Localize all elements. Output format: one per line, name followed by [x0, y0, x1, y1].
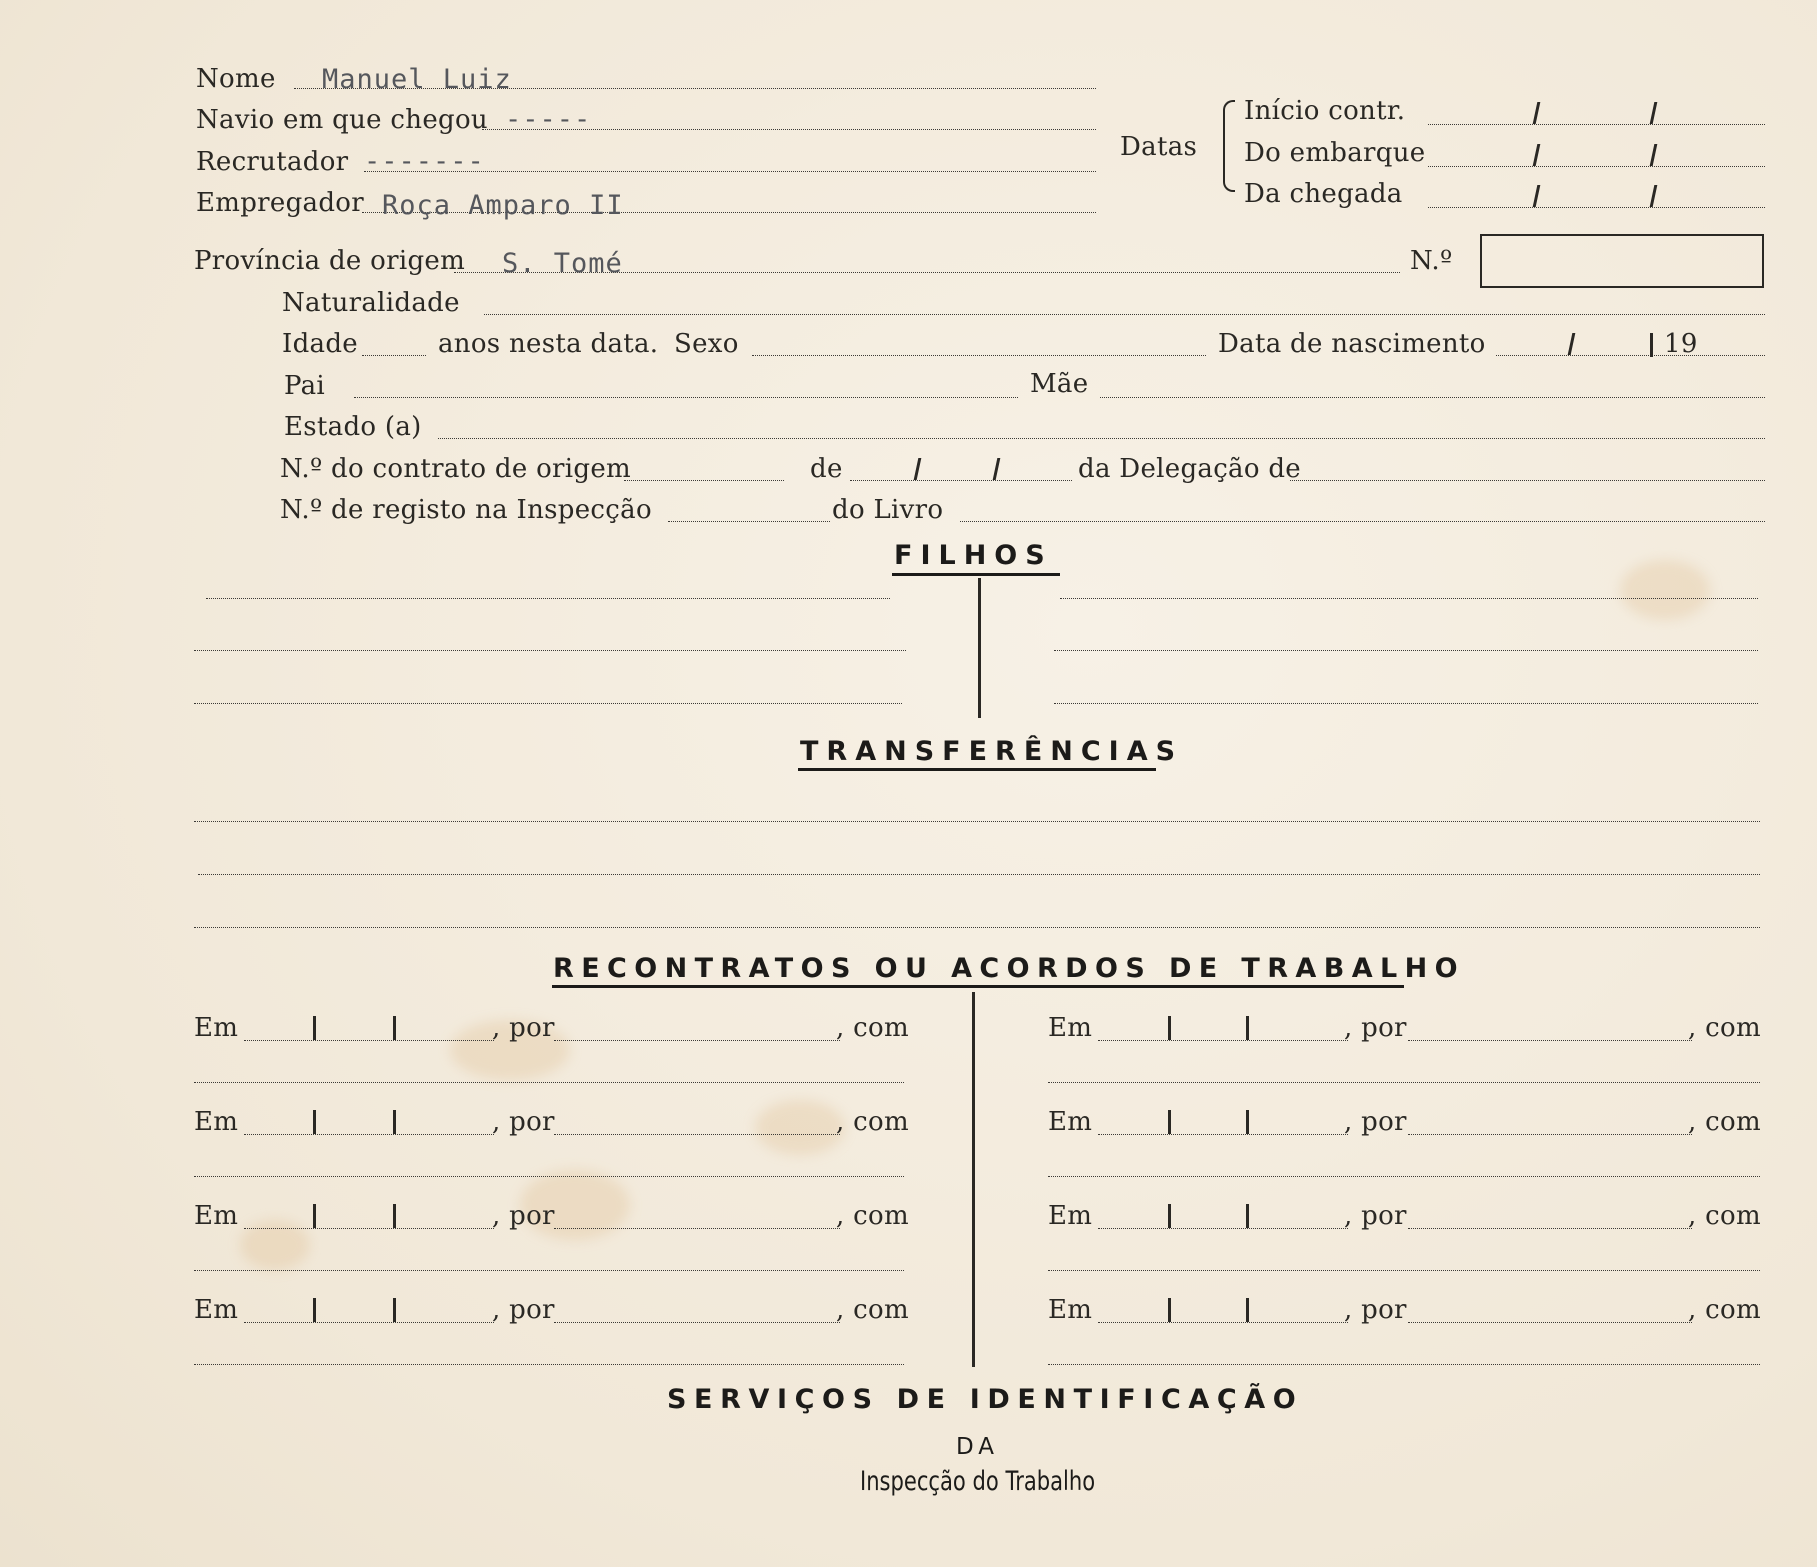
date-separator	[1246, 1110, 1249, 1134]
row-line	[194, 1364, 904, 1365]
mae-label: Mãe	[1030, 369, 1089, 399]
por-line	[1408, 1228, 1692, 1229]
em-date-line	[244, 1040, 494, 1041]
row-line	[1048, 1176, 1760, 1177]
por-line	[554, 1322, 840, 1323]
registo-label: N.º de registo na Inspecção	[280, 495, 652, 525]
idade-line	[362, 355, 426, 356]
date-slash	[1650, 102, 1657, 124]
date-separator	[313, 1016, 316, 1040]
row-line	[194, 1082, 904, 1083]
empregador-label: Empregador	[196, 188, 364, 218]
date-separator	[393, 1204, 396, 1228]
filhos-line-left	[194, 650, 906, 651]
date-separator	[1650, 333, 1653, 357]
inicio-label: Início contr.	[1244, 96, 1406, 126]
estado-line	[438, 438, 1765, 439]
filhos-heading: FILHOS	[894, 540, 1053, 571]
por-label: , por	[492, 1201, 555, 1231]
em-date-line	[1098, 1040, 1348, 1041]
em-label: Em	[194, 1013, 239, 1043]
contrato-label: N.º do contrato de origem	[280, 454, 631, 484]
em-label: Em	[1048, 1201, 1093, 1231]
date-separator	[313, 1204, 316, 1228]
por-label: , por	[1344, 1295, 1407, 1325]
pai-line	[354, 397, 1018, 398]
em-label: Em	[194, 1107, 239, 1137]
navio-label: Navio em que chegou	[196, 105, 488, 135]
datas-label: Datas	[1120, 132, 1198, 162]
empregador-value: Roça Amparo II	[382, 190, 624, 221]
date-separator	[1246, 1016, 1249, 1040]
em-label: Em	[1048, 1013, 1093, 1043]
livro-line	[960, 521, 1765, 522]
row-line	[1048, 1364, 1760, 1365]
filhos-divider	[978, 578, 981, 718]
chegada-line	[1428, 207, 1765, 208]
filhos-underline	[892, 573, 1060, 576]
por-label: , por	[492, 1295, 555, 1325]
estado-label: Estado (a)	[284, 412, 422, 442]
date-separator	[393, 1298, 396, 1322]
date-slash	[1533, 185, 1540, 207]
com-label: , com	[1688, 1201, 1761, 1231]
transferencias-line	[194, 927, 1760, 928]
com-label: , com	[1688, 1295, 1761, 1325]
filhos-line-left	[194, 703, 902, 704]
stain	[1620, 560, 1710, 620]
sexo-label: Sexo	[674, 329, 739, 359]
footer-services: SERVIÇOS DE IDENTIFICAÇÃO	[667, 1384, 1304, 1415]
date-separator	[393, 1110, 396, 1134]
row-line	[194, 1176, 904, 1177]
filhos-line-right	[1060, 598, 1758, 599]
em-label: Em	[1048, 1295, 1093, 1325]
datas-brace	[1223, 100, 1235, 192]
date-separator	[1246, 1204, 1249, 1228]
por-label: , por	[492, 1013, 555, 1043]
por-line	[1408, 1040, 1692, 1041]
nome-label: Nome	[196, 64, 276, 94]
date-separator	[1168, 1204, 1171, 1228]
numero-box	[1480, 234, 1764, 288]
filhos-line-right	[1054, 650, 1758, 651]
por-label: , por	[1344, 1107, 1407, 1137]
row-line	[1048, 1270, 1760, 1271]
date-separator	[393, 1016, 396, 1040]
por-line	[554, 1228, 840, 1229]
provincia-value: S. Tomé	[502, 248, 623, 279]
pai-label: Pai	[284, 371, 326, 401]
sexo-line	[752, 355, 1206, 356]
date-separator	[1168, 1110, 1171, 1134]
delegacao-line	[1290, 480, 1765, 481]
por-label: , por	[1344, 1201, 1407, 1231]
chegada-label: Da chegada	[1244, 179, 1403, 209]
filhos-line-right	[1054, 703, 1758, 704]
com-label: , com	[836, 1107, 909, 1137]
nascimento-line	[1496, 355, 1765, 356]
naturalidade-label: Naturalidade	[282, 288, 460, 318]
navio-value: -----	[505, 104, 592, 135]
filhos-line-left	[206, 598, 890, 599]
transferencias-heading: TRANSFERÊNCIAS	[800, 736, 1184, 767]
contrato-date-line	[850, 480, 1072, 481]
date-separator	[313, 1298, 316, 1322]
em-date-line	[244, 1228, 494, 1229]
por-line	[1408, 1322, 1692, 1323]
footer-da: DA	[956, 1434, 1000, 1460]
nascimento-label: Data de nascimento	[1218, 329, 1486, 359]
row-line	[1048, 1082, 1760, 1083]
registo-line	[668, 521, 830, 522]
de-label: de	[810, 454, 843, 484]
recontratos-underline	[552, 985, 1404, 988]
transferencias-line	[194, 821, 1760, 822]
em-date-line	[1098, 1228, 1348, 1229]
com-label: , com	[836, 1201, 909, 1231]
mae-line	[1100, 397, 1765, 398]
date-separator	[1246, 1298, 1249, 1322]
date-slash	[914, 458, 921, 480]
em-label: Em	[194, 1201, 239, 1231]
com-label: , com	[1688, 1013, 1761, 1043]
anos-label: anos nesta data.	[438, 329, 659, 359]
nome-value: Manuel Luiz	[322, 64, 512, 95]
date-separator	[313, 1110, 316, 1134]
em-date-line	[1098, 1322, 1348, 1323]
transferencias-line	[198, 874, 1760, 875]
date-slash	[1533, 144, 1540, 166]
recontratos-divider	[972, 992, 975, 1367]
com-label: , com	[836, 1013, 909, 1043]
inicio-line	[1428, 124, 1765, 125]
provincia-label: Província de origem	[194, 246, 466, 276]
em-date-line	[244, 1322, 494, 1323]
recrutador-value: -------	[364, 146, 485, 177]
em-date-line	[1098, 1134, 1348, 1135]
idade-label: Idade	[282, 329, 358, 359]
footer-inspeccao: Inspecção do Trabalho	[860, 1466, 1096, 1497]
date-separator	[1168, 1016, 1171, 1040]
delegacao-label: da Delegação de	[1078, 454, 1301, 484]
date-slash	[993, 458, 1000, 480]
numero-label: N.º	[1410, 246, 1453, 276]
ano-prefix: 19	[1664, 329, 1698, 359]
date-separator	[1168, 1298, 1171, 1322]
por-label: , por	[1344, 1013, 1407, 1043]
por-line	[1408, 1134, 1692, 1135]
date-slash	[1533, 102, 1540, 124]
recontratos-heading: RECONTRATOS OU ACORDOS DE TRABALHO	[553, 953, 1465, 984]
com-label: , com	[1688, 1107, 1761, 1137]
livro-label: do Livro	[832, 495, 944, 525]
naturalidade-line	[484, 314, 1765, 315]
date-slash	[1650, 185, 1657, 207]
com-label: , com	[836, 1295, 909, 1325]
por-line	[554, 1134, 840, 1135]
date-slash	[1568, 333, 1575, 355]
contrato-line	[624, 480, 784, 481]
em-label: Em	[194, 1295, 239, 1325]
embarque-label: Do embarque	[1244, 138, 1426, 168]
em-label: Em	[1048, 1107, 1093, 1137]
embarque-line	[1428, 166, 1765, 167]
em-date-line	[244, 1134, 494, 1135]
date-slash	[1650, 144, 1657, 166]
transferencias-underline	[798, 768, 1156, 771]
recrutador-label: Recrutador	[196, 147, 349, 177]
por-label: , por	[492, 1107, 555, 1137]
row-line	[194, 1270, 904, 1271]
por-line	[554, 1040, 840, 1041]
stain	[755, 1100, 845, 1155]
